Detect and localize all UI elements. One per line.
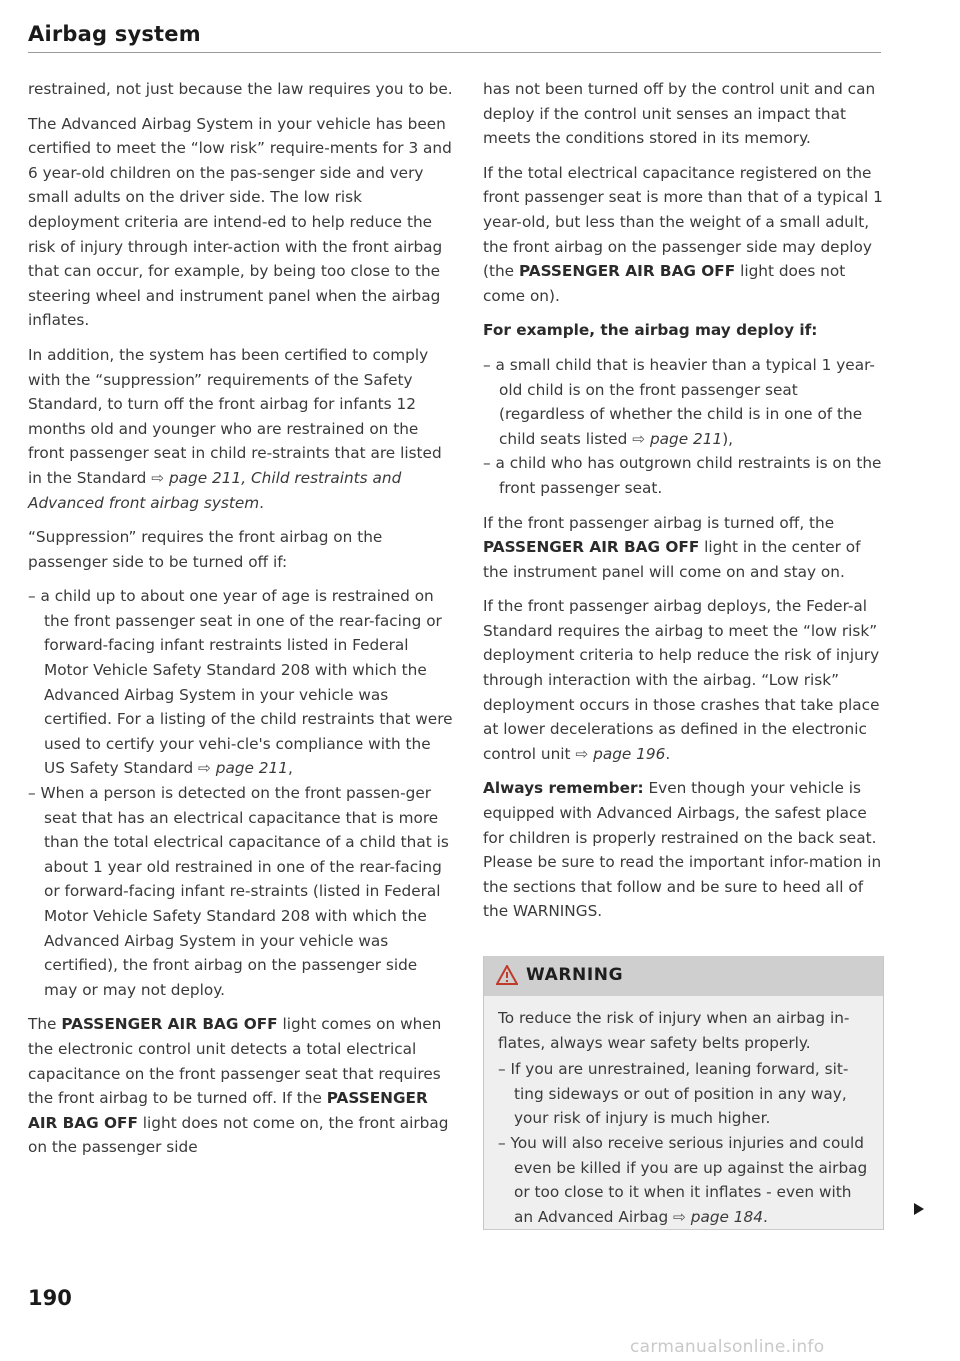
punctuation: . <box>665 744 671 763</box>
arrow-icon: ⇨ <box>575 744 589 763</box>
list-item <box>28 584 454 781</box>
arrow-icon: ⇨ <box>198 759 211 778</box>
left-column <box>28 77 454 1170</box>
list-item: – When a person is detected on the front passen-ger seat that has an electrical capacitance that is more than the total electrical capacitance of a child that is about 1 year old restrained in one of the rear-facing or forward-facing infant re-straints (listed in Federal Motor Vehicle Safety Standard 208 with which the Advanced Airbag System in your vehicle was certified), the front airbag on the passenger side may or may not deploy. <box>28 784 449 999</box>
arrow-icon: ⇨ <box>151 468 165 487</box>
punctuation: , <box>288 759 293 778</box>
warning-item: – If you are unrestrained, leaning forward, sit-ting sideways or out of position in any way, your risk of injury is much higher. <box>498 1060 849 1128</box>
page-reference-link[interactable] <box>575 745 665 763</box>
warning-label: WARNING <box>526 965 624 985</box>
indicator-name: PASSENGER AIR BAG OFF <box>483 538 700 557</box>
reference-text: page 211, Child restraints and Advanced front airbag system <box>28 468 402 512</box>
warning-triangle-icon <box>496 965 518 985</box>
indicator-name: PASSENGER AIR BAG OFF <box>28 1089 428 1132</box>
reference-text: page 184 <box>690 1207 763 1226</box>
subheading: For example, the airbag may deploy if: <box>483 321 818 340</box>
punctuation: . <box>763 1207 768 1226</box>
reference-text: page 211 <box>215 759 288 778</box>
warning-item-text: – You will also receive serious injuries and could even be killed if you are up against the airbag or too close to it when it inflates - even with an Advanced Airbag <box>498 1133 868 1226</box>
list-item <box>483 353 883 451</box>
paragraph <box>483 594 883 766</box>
text: Even though your vehicle is equipped with Advanced Airbags, the safest place for children is properly restrained on the back seat. Please be sure to read the important infor-mation in the sections that follow and be sure to heed all of the WARNINGS. <box>483 779 882 921</box>
page-reference-link[interactable] <box>632 430 722 448</box>
right-column <box>483 77 883 934</box>
emphasis-lead: Always remember: <box>483 779 644 798</box>
bullet-list <box>483 353 883 501</box>
arrow-icon: ⇨ <box>673 1207 686 1226</box>
list-item-text: – a child up to about one year of age is restrained on the front passenger seat in one of the rear-facing or forward-facing infant restraints listed in Federal Motor Vehicle Safety Standard 208 with which the Advanced Airbag System in your vehicle was certified. For a listing of the child restraints that were used to certify your vehi-cle's compliance with the US Safety Standard <box>28 587 453 778</box>
text: light in the center of the instrument panel will come on and stay on. <box>483 538 861 581</box>
page-reference-link[interactable] <box>198 759 288 777</box>
header-divider <box>28 52 881 53</box>
warning-body <box>484 996 883 1229</box>
paragraph: has not been turned off by the control unit and can deploy if the control unit senses an impact that meets the conditions stored in its memory. <box>483 80 876 148</box>
reference-text: page 211 <box>649 429 723 448</box>
page-header-title: Airbag system <box>28 22 201 46</box>
paragraph-text: In addition, the system has been certified to comply with the “suppression” requirements of the Safety Standard, to turn off the front airbag for infants 12 months old and younger who are restrained on the front passenger seat in child re-straints that are listed in the Standard <box>28 345 442 487</box>
page-reference-link[interactable] <box>673 1208 763 1226</box>
reference-text: page 196 <box>593 744 666 763</box>
warning-list <box>498 1057 869 1229</box>
watermark-text: carmanualsonline.info <box>630 1337 825 1357</box>
paragraph <box>483 161 883 309</box>
paragraph: “Suppression” requires the front airbag on the passenger side to be turned off if: <box>28 528 383 571</box>
indicator-name: PASSENGER AIR BAG OFF <box>518 262 736 281</box>
text: light does not come on, the front airbag on the passenger side <box>28 1113 449 1157</box>
punctuation: . <box>259 493 265 512</box>
paragraph-text: If the front passenger airbag deploys, the Feder-al Standard requires the airbag to meet the “low risk” deployment criteria to help reduce the risk of injury through interaction with the airbag. “Low risk” deployment occurs in those crashes that take place at lower decelerations as defined in the electronic control unit <box>483 597 880 763</box>
warning-item <box>498 1131 869 1229</box>
punctuation: ), <box>722 429 734 448</box>
warning-intro: To reduce the risk of injury when an airbag in-flates, always wear safety belts properly. <box>498 1009 850 1052</box>
list-item: – a child who has outgrown child restraints is on the front passenger seat. <box>483 454 882 497</box>
text: light does not come on). <box>483 262 846 305</box>
paragraph <box>28 1012 454 1160</box>
paragraph: The Advanced Airbag System in your vehicle has been certified to meet the “low risk” require-ments for 3 and 6 year-old children on the pas-senger side and very small adults on the driver side. The low risk deployment criteria are intend-ed to help reduce the risk of injury through inter-action with the front airbag that can occur, for example, by being too close to the steering wheel and instrument panel when the airbag inflates. <box>28 114 452 330</box>
list-item-text: – a small child that is heavier than a typical 1 year-old child is on the front passenger seat (regardless of whether the child is in one of the child seats listed <box>483 355 875 448</box>
warning-box <box>483 956 884 1230</box>
text: The <box>28 1015 62 1034</box>
indicator-name: PASSENGER AIR BAG OFF <box>61 1015 278 1034</box>
continue-arrow-icon <box>914 1203 924 1215</box>
paragraph <box>28 343 454 515</box>
text: light comes on when the electronic control unit detects a total electrical capacitance on the front passenger seat that requires the front airbag to be turned off. If the <box>28 1015 442 1108</box>
paragraph <box>483 776 883 924</box>
bullet-list <box>28 584 454 1002</box>
paragraph: restrained, not just because the law requires you to be. <box>28 80 453 98</box>
warning-header <box>484 956 883 996</box>
text: If the total electrical capacitance registered on the front passenger seat is more than that of a typical 1 year-old, but less than the weight of a small adult, the front airbag on the passenger side may deploy (the <box>483 163 883 281</box>
paragraph <box>483 511 883 585</box>
arrow-icon: ⇨ <box>632 429 646 448</box>
page-number: 190 <box>28 1286 72 1310</box>
text: If the front passenger airbag is turned off, the <box>483 513 835 532</box>
